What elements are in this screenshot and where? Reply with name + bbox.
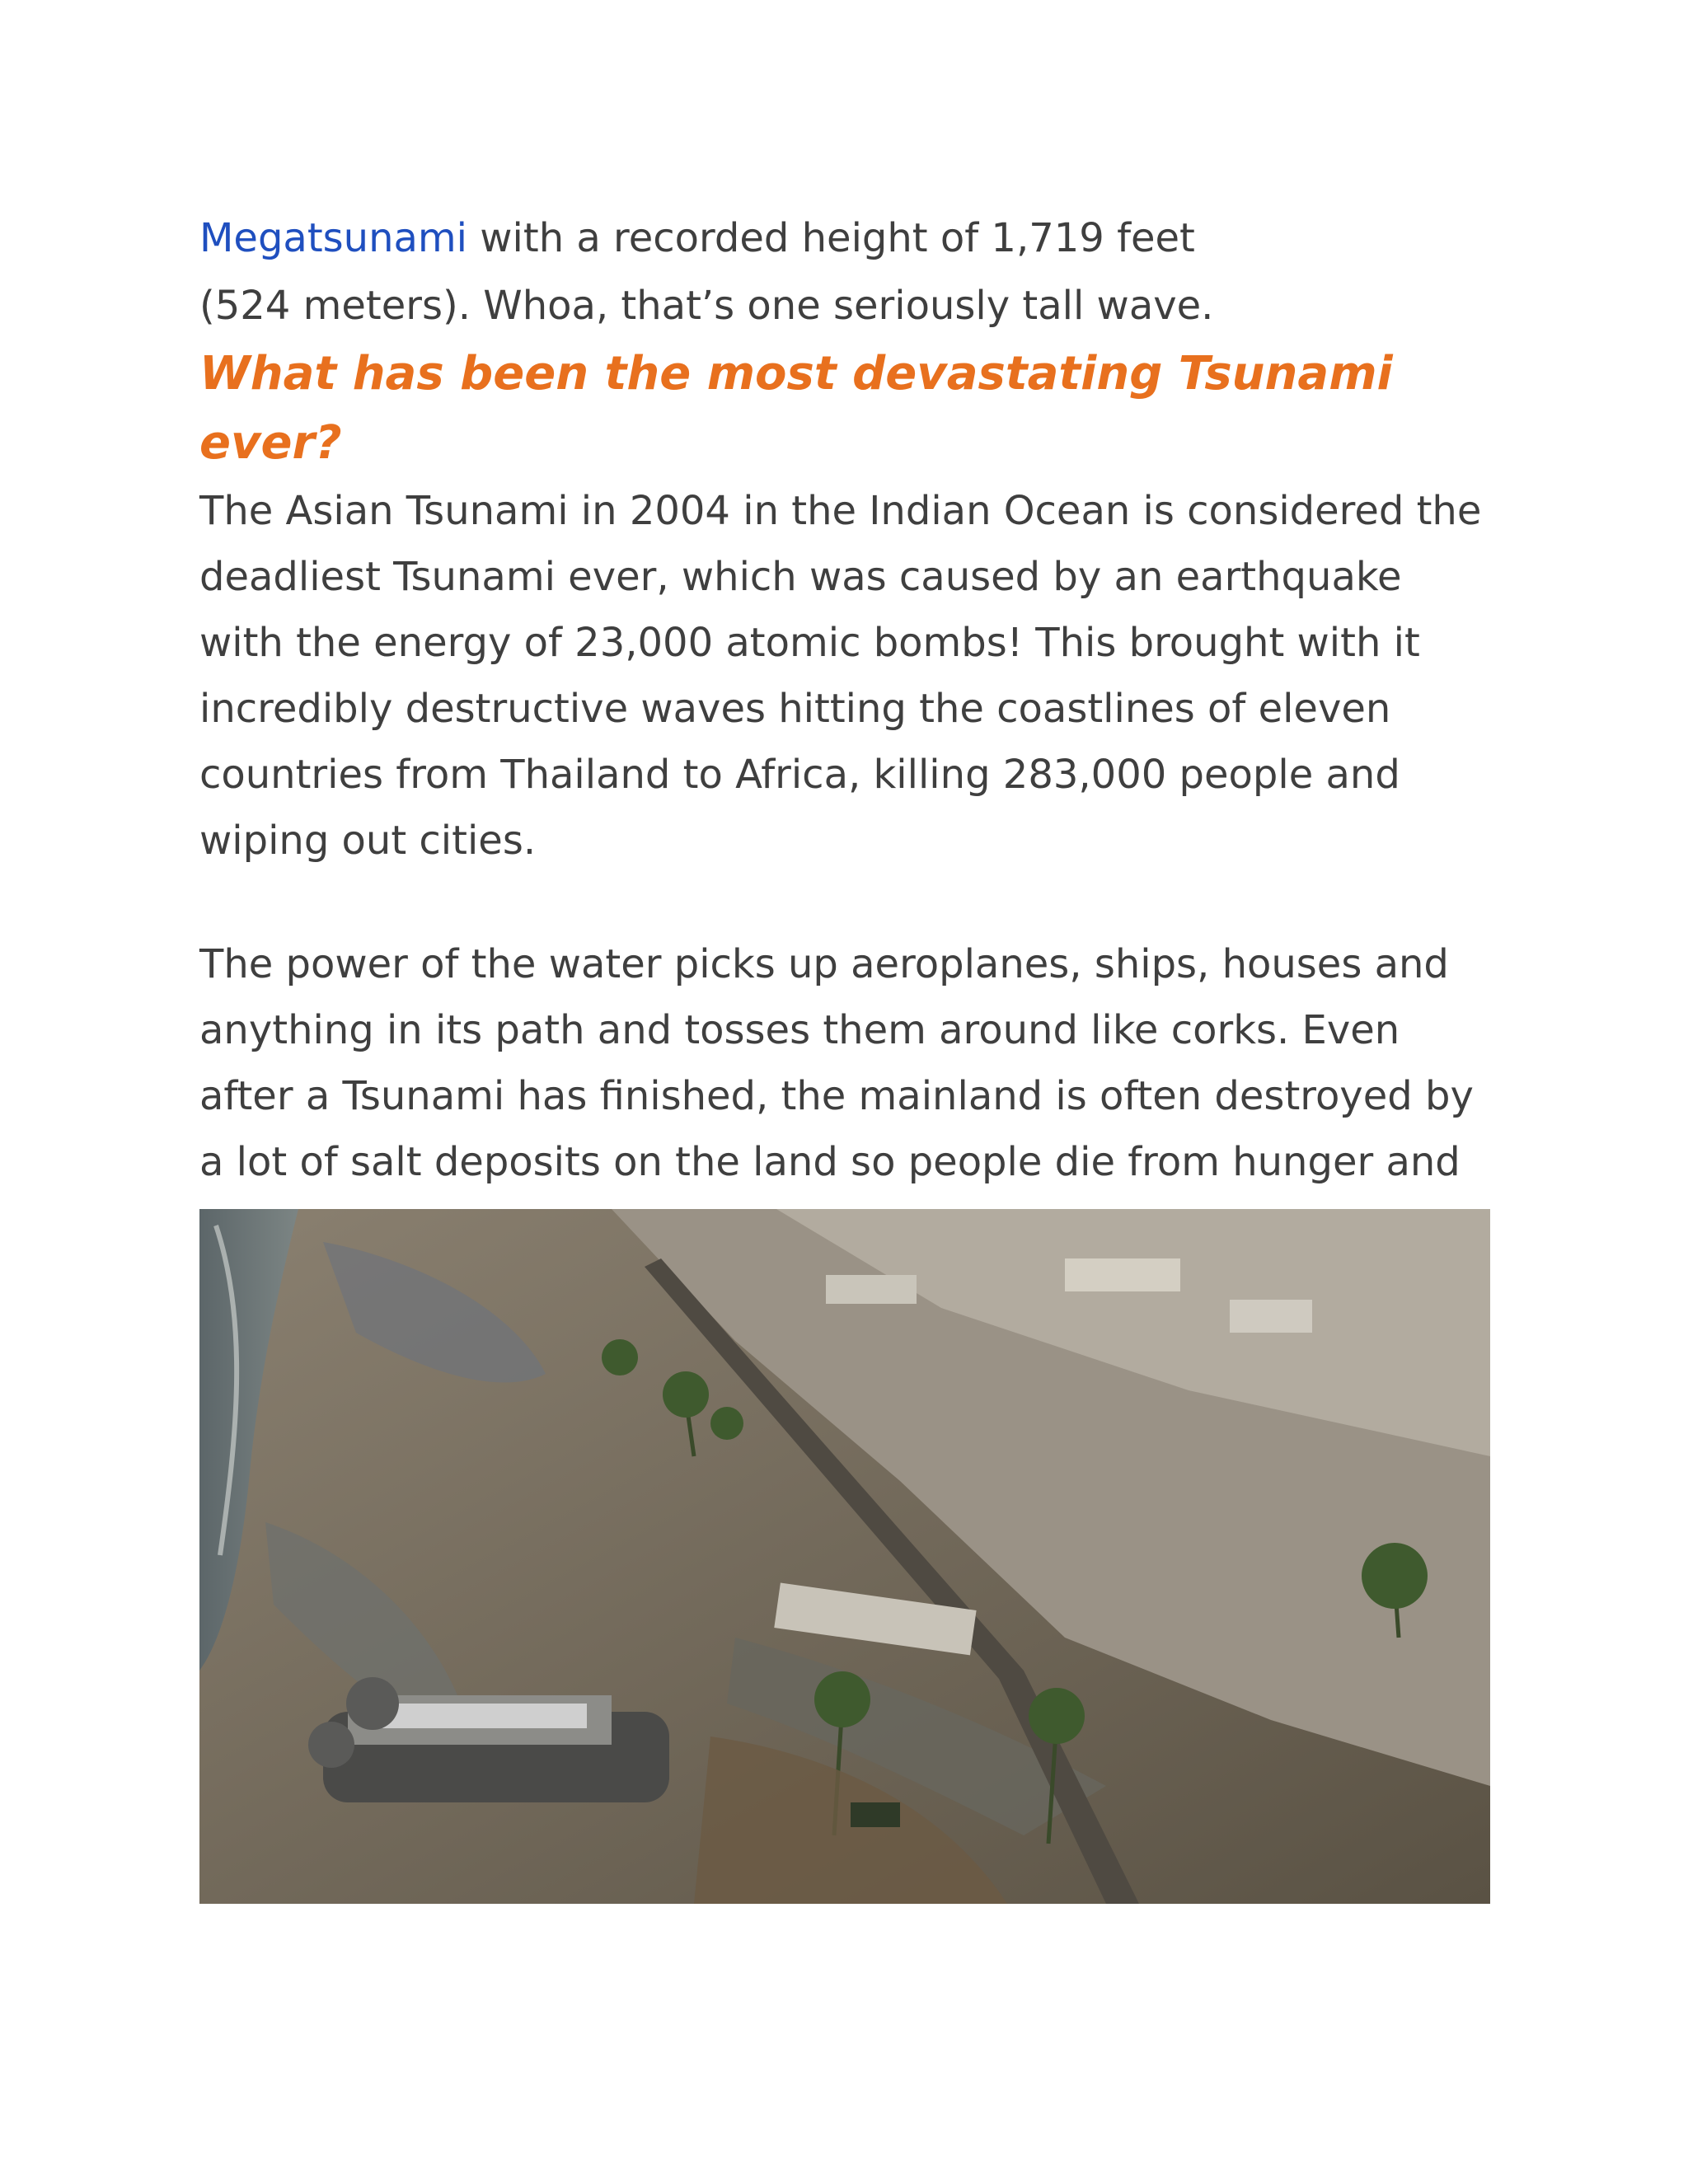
intro-line1-text: with a recorded height of 1,719 feet	[467, 215, 1195, 261]
section-heading: What has been the most devastating Tsunami ever?	[199, 347, 1393, 470]
paragraph-spacer	[199, 874, 1490, 931]
intro-line2-text: (524 meters). Whoa, that’s one seriously tall wave.	[199, 283, 1214, 329]
aerial-coastline-image	[199, 1209, 1490, 1904]
paragraph-power-of-water: The power of the water picks up aeroplanes, ships, houses and anything in its path and tosses them around like corks. Even after a Tsunami has finished, the mainland is often destroyed by a lot of salt deposits on the land so people die from hunger and	[199, 941, 1474, 1185]
intro-paragraph	[199, 204, 1490, 340]
paragraph-deadliest-tsunami: The Asian Tsunami in 2004 in the Indian Ocean is considered the deadliest Tsunami ever, which was caused by an earthquake with the energy of 23,000 atomic bombs! This brought with it incredibly destructive waves hitting the coastlines of eleven countries from Thailand to Africa, killing 283,000 people and wiping out cities.	[199, 488, 1482, 864]
tsunami-aftermath-photo	[199, 1209, 1490, 1904]
document-body	[199, 204, 1490, 1261]
megatsunami-link[interactable]: Megatsunami	[199, 215, 468, 261]
